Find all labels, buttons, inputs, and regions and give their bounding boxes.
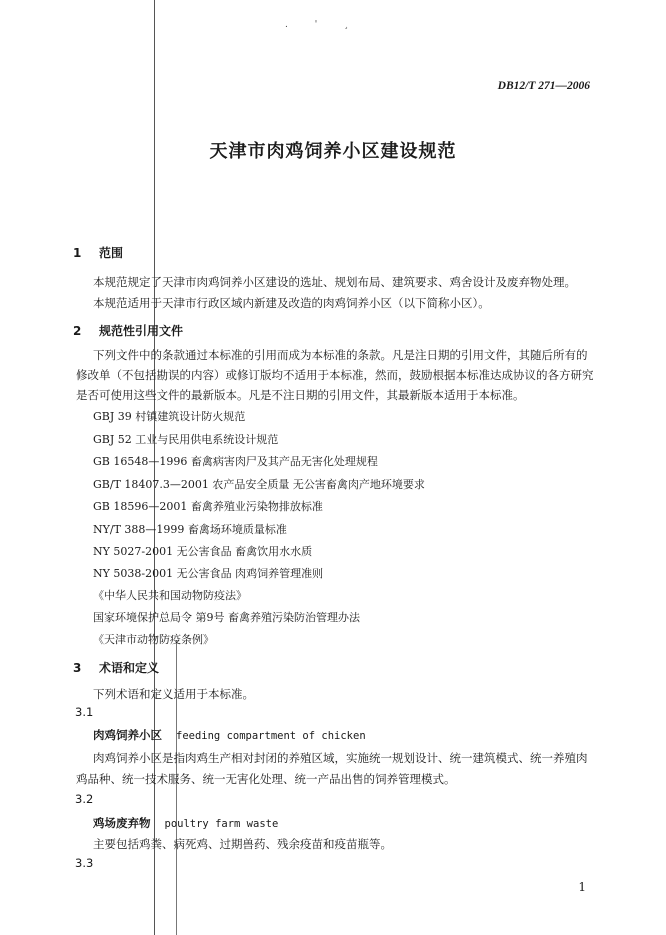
section-number: 3 [73, 661, 82, 675]
paragraph-line: 修改单（不包括勘误的内容）或修订版均不适用于本标准，然而，鼓励根据本标准达成协议的各方研究 [76, 368, 594, 382]
term-chinese: 肉鸡饲养小区 [93, 728, 162, 742]
section-number: 2 [73, 324, 82, 338]
definition-line: 肉鸡饲养小区是指肉鸡生产相对封闭的养殖区域，实施统一规划设计、统一建筑模式、统一养殖肉 [93, 751, 588, 765]
reference-item: 《中华人民共和国动物防疫法》 [93, 589, 247, 602]
paragraph-line: 下列文件中的条款通过本标准的引用而成为本标准的条款。凡是注日期的引用文件，其随后所有的 [93, 348, 588, 362]
section-heading-normative-references [73, 322, 183, 339]
scan-specks: . ' ¸ [285, 20, 361, 30]
section-title: 范围 [99, 246, 124, 260]
section-title: 规范性引用文件 [99, 324, 184, 338]
term-english: poultry farm waste [164, 818, 279, 830]
section-heading-terms [73, 659, 159, 676]
section-number: 1 [73, 246, 82, 260]
clause-number: 3.2 [75, 792, 94, 806]
reference-item: GBJ 39 村镇建筑设计防火规范 [93, 410, 246, 423]
term-entry [93, 727, 366, 743]
paragraph-line: 下列术语和定义适用于本标准。 [93, 687, 254, 701]
definition-line: 主要包括鸡粪、病死鸡、过期兽药、残余疫苗和疫苗瓶等。 [93, 837, 392, 851]
paragraph-line: 本规范规定了天津市肉鸡饲养小区建设的选址、规划布局、建筑要求、鸡舍设计及废弃物处理。 [93, 275, 576, 289]
reference-item: GBJ 52 工业与民用供电系统设计规范 [93, 433, 279, 446]
section-title: 术语和定义 [99, 661, 160, 675]
paragraph-line: 是否可使用这些文件的最新版本。凡是不注日期的引用文件，其最新版本适用于本标准。 [76, 388, 525, 402]
section-heading-scope [73, 244, 123, 261]
clause-number: 3.1 [75, 705, 94, 719]
reference-item: NY 5038-2001 无公害食品 肉鸡饲养管理准则 [93, 567, 324, 580]
reference-item: GB/T 18407.3—2001 农产品安全质量 无公害畜禽肉产地环境要求 [93, 478, 425, 491]
reference-item: GB 18596—2001 畜禽养殖业污染物排放标准 [93, 500, 323, 513]
page-number: 1 [578, 880, 586, 894]
document-title: 天津市肉鸡饲养小区建设规范 [209, 141, 457, 162]
reference-item: 国家环境保护总局令 第9号 畜禽养殖污染防治管理办法 [93, 611, 360, 624]
term-chinese: 鸡场废弃物 [93, 816, 151, 830]
clause-number: 3.3 [75, 856, 94, 870]
definition-line: 鸡品种、统一技术服务、统一无害化处理、统一产品出售的饲养管理模式。 [76, 772, 456, 786]
document-number: DB12/T 271—2006 [497, 80, 590, 92]
reference-item: 《天津市动物防疫条例》 [93, 633, 214, 646]
paragraph-line: 本规范适用于天津市行政区域内新建及改造的肉鸡饲养小区（以下简称小区）。 [93, 296, 490, 310]
reference-item: NY/T 388—1999 畜禽场环境质量标准 [93, 523, 287, 536]
scan-artifact-line-lower [176, 640, 177, 935]
term-entry [93, 815, 278, 831]
term-english: feeding compartment of chicken [176, 730, 366, 742]
reference-item: GB 16548—1996 畜禽病害肉尸及其产品无害化处理规程 [93, 455, 378, 468]
reference-item: NY 5027-2001 无公害食品 畜禽饮用水水质 [93, 545, 313, 558]
